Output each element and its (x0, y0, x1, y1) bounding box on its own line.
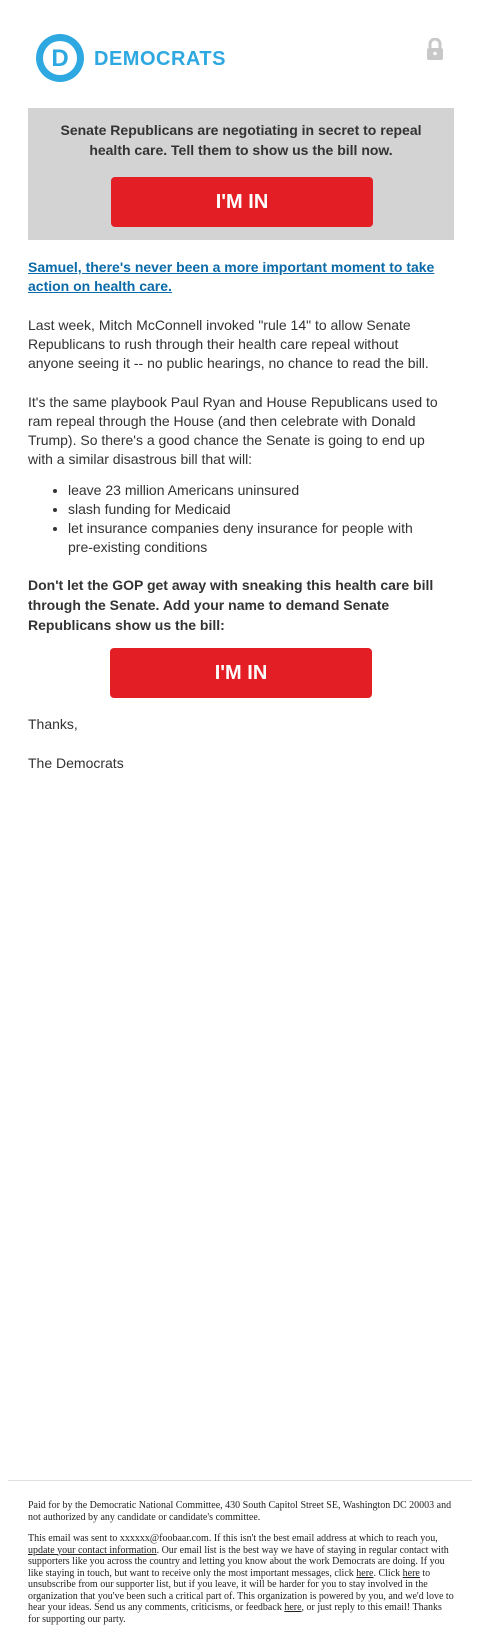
footer-divider (8, 1480, 472, 1481)
list-item: • let insurance companies deny insurance for people with pre-existing conditions (68, 519, 438, 557)
lead-paragraph (28, 258, 438, 296)
important-messages-link[interactable]: here (356, 1567, 374, 1579)
paid-for-disclaimer: Paid for by the Democratic National Committee, 430 South Capitol Street SE, Washington DC 20003 and not authorized by any candidate or candidate's committee. (28, 1500, 452, 1523)
logo-wordmark[interactable]: DEMOCRATS (94, 48, 226, 70)
banner-headline: Senate Republicans are negotiating in secret to repeal health care. Tell them to show us the bill now. (60, 122, 422, 158)
logo-letter: D (51, 45, 69, 72)
call-to-action-paragraph: Don't let the GOP get away with sneaking this health care bill through the Senate. Add your name to demand Senate Republicans show us the bill: (28, 577, 434, 633)
feedback-link[interactable]: here (284, 1602, 302, 1613)
lead-link[interactable]: Samuel, there's never been a more important moment to take action on health care. (28, 259, 435, 294)
list-item: • slash funding for Medicaid (68, 500, 438, 519)
email-header (34, 32, 454, 86)
unsubscribe-link[interactable]: here (402, 1567, 420, 1579)
top-banner (28, 108, 454, 240)
im-in-button-bottom[interactable]: I'M IN (110, 648, 372, 698)
signoff-thanks: Thanks, (28, 716, 78, 732)
update-contact-link[interactable]: update your contact information (28, 1544, 157, 1556)
body-paragraph-2: It's the same playbook Paul Ryan and House Republicans used to ram repeal through the House (and then celebrate with Donald Trump). So there's a good chance the Senate is going to end up with a similar disastrous bill that will: (28, 394, 438, 467)
list-item: • leave 23 million Americans uninsured (68, 481, 438, 500)
signature: The Democrats (28, 755, 124, 771)
email-body (28, 258, 438, 635)
consequences-list (28, 481, 438, 557)
footer-subscription-text: This email was sent to xxxxxx@foobaar.com. If this isn't the best email address at which to reach you, update your contact information. Our email list is the best way we have of staying in regular contact with supporters like you across the country and letting you know about the work Democrats are doing. If you like staying in touch, but want to receive only the most important messages, click here. Click here to unsubscribe from our supporter list, but if you leave, it will be harder for you to stay involved in the organization that you've been such a critical part of. This organization is powered by you, and we'd love to hear your ideas. Send us any comments, criticisms, or feedback here, or just reply to this email! Thanks for supporting our party. (28, 1533, 454, 1625)
email-footer (28, 1500, 456, 1625)
im-in-button-top[interactable]: I'M IN (111, 177, 373, 227)
democrats-d-logo-icon[interactable] (34, 32, 86, 84)
lock-icon (426, 38, 444, 60)
body-paragraph-1: Last week, Mitch McConnell invoked "rule 14" to allow Senate Republicans to rush through their health care repeal without anyone seeing it -- no public hearings, no chance to read the bill. (28, 317, 429, 371)
